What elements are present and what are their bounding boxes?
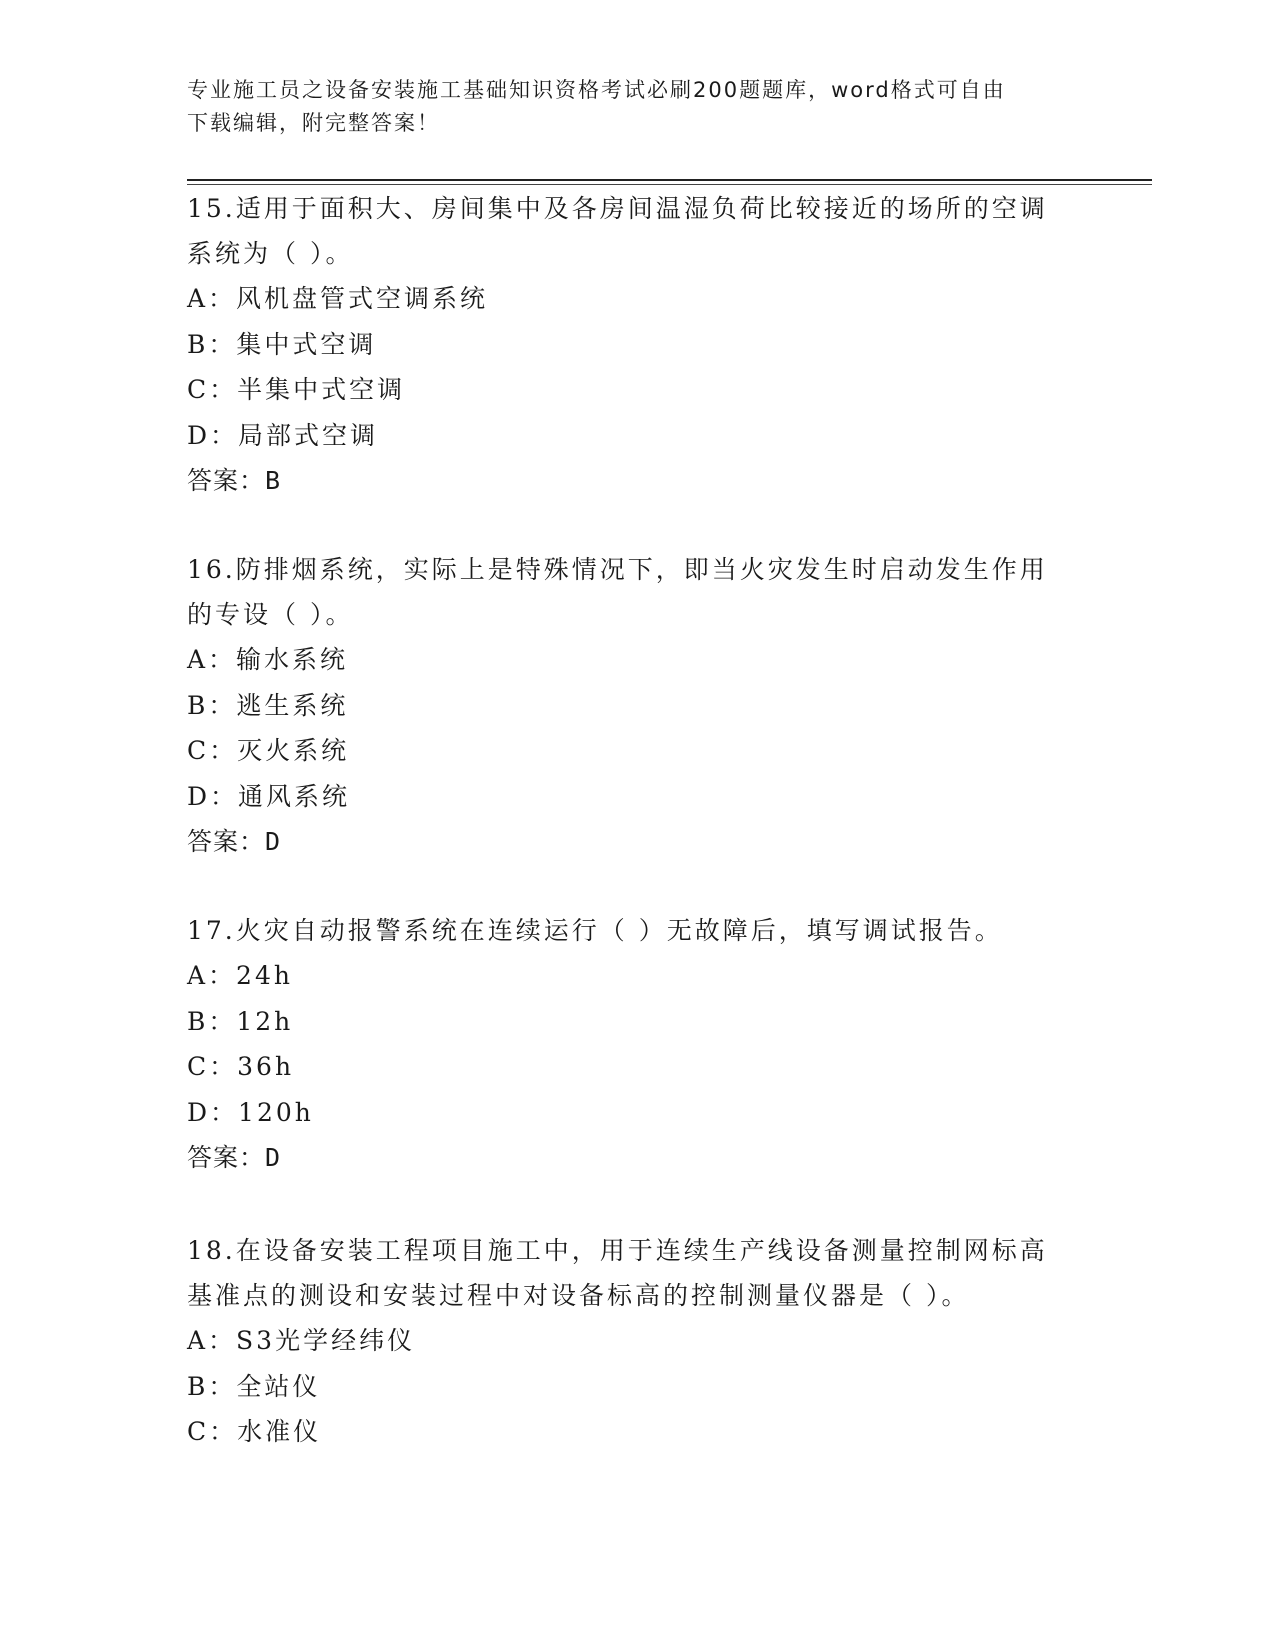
- option-d: D：局部式空调: [187, 420, 379, 450]
- option-b: B：逃生系统: [187, 690, 349, 720]
- option-c: C：半集中式空调: [187, 375, 406, 404]
- answer-label: 答案：: [187, 827, 266, 856]
- question-stem-continued: 基准点的测设和安装过程中对设备标高的控制测量仪器是（ ）。: [187, 1281, 970, 1310]
- question-stem: 16.防排烟系统，实际上是特殊情况下，即当火灾发生时启动发生作用: [187, 555, 1048, 584]
- option-b: B：集中式空调: [187, 329, 377, 359]
- header-line-2: 下载编辑，附完整答案！: [187, 111, 440, 135]
- option-c: C：36h: [187, 1052, 295, 1081]
- option-d: D：通风系统: [187, 781, 351, 811]
- option-c: C：灭火系统: [187, 736, 350, 765]
- question-stem: 17.火灾自动报警系统在连续运行（ ）无故障后，填写调试报告。: [187, 916, 1003, 945]
- answer-label: 答案：: [187, 1143, 266, 1172]
- question-15: [187, 186, 1087, 503]
- answer-value: D: [265, 1143, 282, 1172]
- question-stem: 18.在设备安装工程项目施工中，用于连续生产线设备测量控制网标高: [187, 1236, 1048, 1265]
- answer-value: D: [265, 827, 282, 856]
- answer: [187, 458, 1087, 503]
- option-d: D：120h: [187, 1097, 314, 1127]
- answer: [187, 1135, 1087, 1180]
- header-divider-thin: [187, 184, 1152, 185]
- option-a: A：输水系统: [187, 645, 349, 674]
- question-18: [187, 1228, 1087, 1455]
- option-a: A：风机盘管式空调系统: [187, 284, 489, 313]
- header-line-1: 专业施工员之设备安装施工基础知识资格考试必刷200题题库，word格式可自由: [187, 78, 1006, 102]
- question-17: [187, 908, 1087, 1180]
- option-b: B：全站仪: [187, 1371, 321, 1401]
- document-header: [187, 74, 1067, 140]
- option-b: B：12h: [187, 1006, 294, 1036]
- question-stem-continued: 的专设（ ）。: [187, 600, 354, 629]
- question-16: [187, 547, 1087, 864]
- option-a: A：24h: [187, 961, 293, 990]
- header-divider-thick: [187, 179, 1152, 181]
- question-stem: 15.适用于面积大、房间集中及各房间温湿负荷比较接近的场所的空调: [187, 194, 1048, 223]
- option-a: A：S3光学经纬仪: [187, 1326, 416, 1355]
- answer: [187, 819, 1087, 864]
- answer-label: 答案：: [187, 466, 266, 495]
- option-c: C：水准仪: [187, 1417, 322, 1446]
- question-stem-continued: 系统为（ ）。: [187, 239, 354, 268]
- answer-value: B: [265, 466, 282, 495]
